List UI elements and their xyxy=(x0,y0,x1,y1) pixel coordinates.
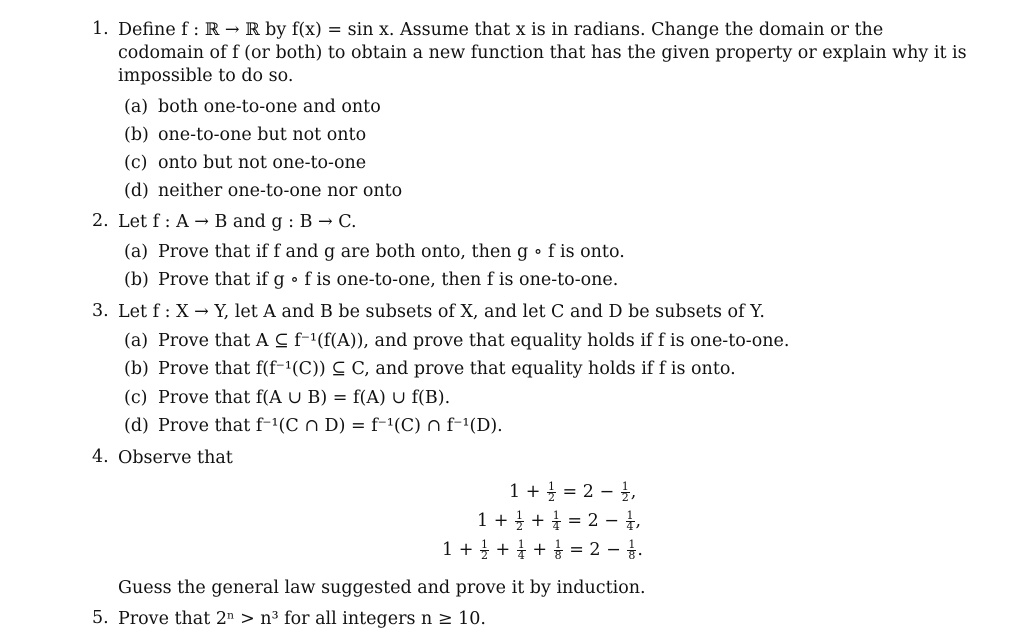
list-item xyxy=(124,359,736,379)
problem-text: Let f : X → Y, let A and B be subsets of X, and let C and D be subsets of Y. xyxy=(118,302,765,322)
eq-punct: , xyxy=(635,511,642,531)
item-text: Prove that if g ∘ f is one-to-one, then f is one-to-one. xyxy=(158,270,619,290)
list-item xyxy=(124,153,366,173)
equation-line-3 xyxy=(442,540,643,561)
item-text: Prove that if f and g are both onto, then g ∘ f is onto. xyxy=(158,242,625,262)
problem-5 xyxy=(92,608,972,631)
item-label: (b) xyxy=(124,270,149,290)
item-label: (a) xyxy=(124,97,149,117)
fraction-numerator: 1 xyxy=(628,538,636,551)
fraction-numerator: 1 xyxy=(517,538,525,551)
list-item xyxy=(124,97,381,117)
eq-term: 1 xyxy=(477,511,489,531)
fraction xyxy=(554,540,563,561)
list-item xyxy=(124,388,450,408)
fraction-denominator: 4 xyxy=(552,520,560,533)
fraction-numerator: 1 xyxy=(554,538,562,551)
fraction-denominator: 2 xyxy=(480,549,488,562)
item-text: Prove that A ⊆ f⁻¹(f(A)), and prove that equality holds if f is one-to-one. xyxy=(158,331,790,351)
problem-number: 5. xyxy=(92,608,109,628)
fraction xyxy=(480,540,489,561)
list-item xyxy=(124,181,402,201)
item-text: Prove that f(f⁻¹(C)) ⊆ C, and prove that equality holds if f is onto. xyxy=(158,359,736,379)
fraction-numerator: 1 xyxy=(515,509,523,522)
fraction xyxy=(627,540,636,561)
eq-operator: + xyxy=(495,540,511,560)
fraction-numerator: 1 xyxy=(626,509,634,522)
fraction-numerator: 1 xyxy=(621,480,629,493)
list-item xyxy=(124,242,625,262)
eq-operator: + xyxy=(532,540,548,560)
problem-1 xyxy=(92,19,972,88)
list-item xyxy=(124,416,503,436)
fraction xyxy=(547,482,556,503)
eq-term: 1 xyxy=(442,540,454,560)
eq-operator: + xyxy=(525,482,541,502)
fraction-numerator: 1 xyxy=(480,538,488,551)
item-text: one-to-one but not onto xyxy=(158,125,367,145)
item-label: (d) xyxy=(124,416,149,436)
eq-operator: + xyxy=(458,540,474,560)
fraction xyxy=(626,511,635,532)
item-text: onto but not one-to-one xyxy=(158,153,367,173)
eq-term: 1 xyxy=(509,482,521,502)
fraction-denominator: 2 xyxy=(547,491,555,504)
fraction-denominator: 8 xyxy=(628,549,636,562)
problem-text: Define f : ℝ → ℝ by f(x) = sin x. Assume that x is in radians. Change the domain or the codomain of f (or both) to obtain a new function that has the given property or explain why it is impossible to do so. xyxy=(118,20,967,86)
item-label: (c) xyxy=(124,153,148,173)
fraction-numerator: 1 xyxy=(552,509,560,522)
item-label: (a) xyxy=(124,242,149,262)
eq-operator: + xyxy=(530,511,546,531)
item-label: (b) xyxy=(124,359,149,379)
fraction xyxy=(552,511,561,532)
fraction xyxy=(517,540,526,561)
fraction-denominator: 2 xyxy=(621,491,629,504)
list-item xyxy=(124,270,618,290)
item-label: (d) xyxy=(124,181,149,201)
problem-number: 4. xyxy=(92,447,109,467)
problem-number: 1. xyxy=(92,19,109,39)
item-label: (a) xyxy=(124,331,149,351)
list-item xyxy=(124,125,366,145)
problem-4 xyxy=(92,447,972,470)
equation-line-1 xyxy=(509,482,636,503)
item-text: Prove that f(A ∪ B) = f(A) ∪ f(B). xyxy=(158,388,451,408)
problem-3 xyxy=(92,301,972,324)
list-item xyxy=(124,331,789,351)
eq-rhs: = 2 − xyxy=(562,482,615,502)
item-text: both one-to-one and onto xyxy=(158,97,381,117)
eq-punct: . xyxy=(637,540,643,560)
problem-number: 3. xyxy=(92,301,109,321)
fraction-denominator: 4 xyxy=(626,520,634,533)
eq-rhs: = 2 − xyxy=(567,511,619,531)
item-label: (c) xyxy=(124,388,148,408)
item-text: neither one-to-one nor onto xyxy=(158,181,403,201)
fraction xyxy=(515,511,524,532)
fraction-numerator: 1 xyxy=(547,480,555,493)
problem-number: 2. xyxy=(92,211,109,231)
eq-rhs: = 2 − xyxy=(569,540,621,560)
item-text: Prove that f⁻¹(C ∩ D) = f⁻¹(C) ∩ f⁻¹(D). xyxy=(158,416,503,436)
fraction xyxy=(621,482,630,503)
problem-text: Prove that 2ⁿ > n³ for all integers n ≥ 10. xyxy=(118,609,486,629)
eq-operator: + xyxy=(493,511,509,531)
eq-punct: , xyxy=(630,482,637,502)
problem-4-followup: Guess the general law suggested and prove it by induction. xyxy=(118,578,646,598)
problem-2 xyxy=(92,211,972,234)
equation-line-2 xyxy=(477,511,641,532)
problem-text: Let f : A → B and g : B → C. xyxy=(118,212,357,232)
fraction-denominator: 2 xyxy=(515,520,523,533)
problem-text: Observe that xyxy=(118,448,233,468)
item-label: (b) xyxy=(124,125,149,145)
fraction-denominator: 8 xyxy=(554,549,562,562)
fraction-denominator: 4 xyxy=(517,549,525,562)
